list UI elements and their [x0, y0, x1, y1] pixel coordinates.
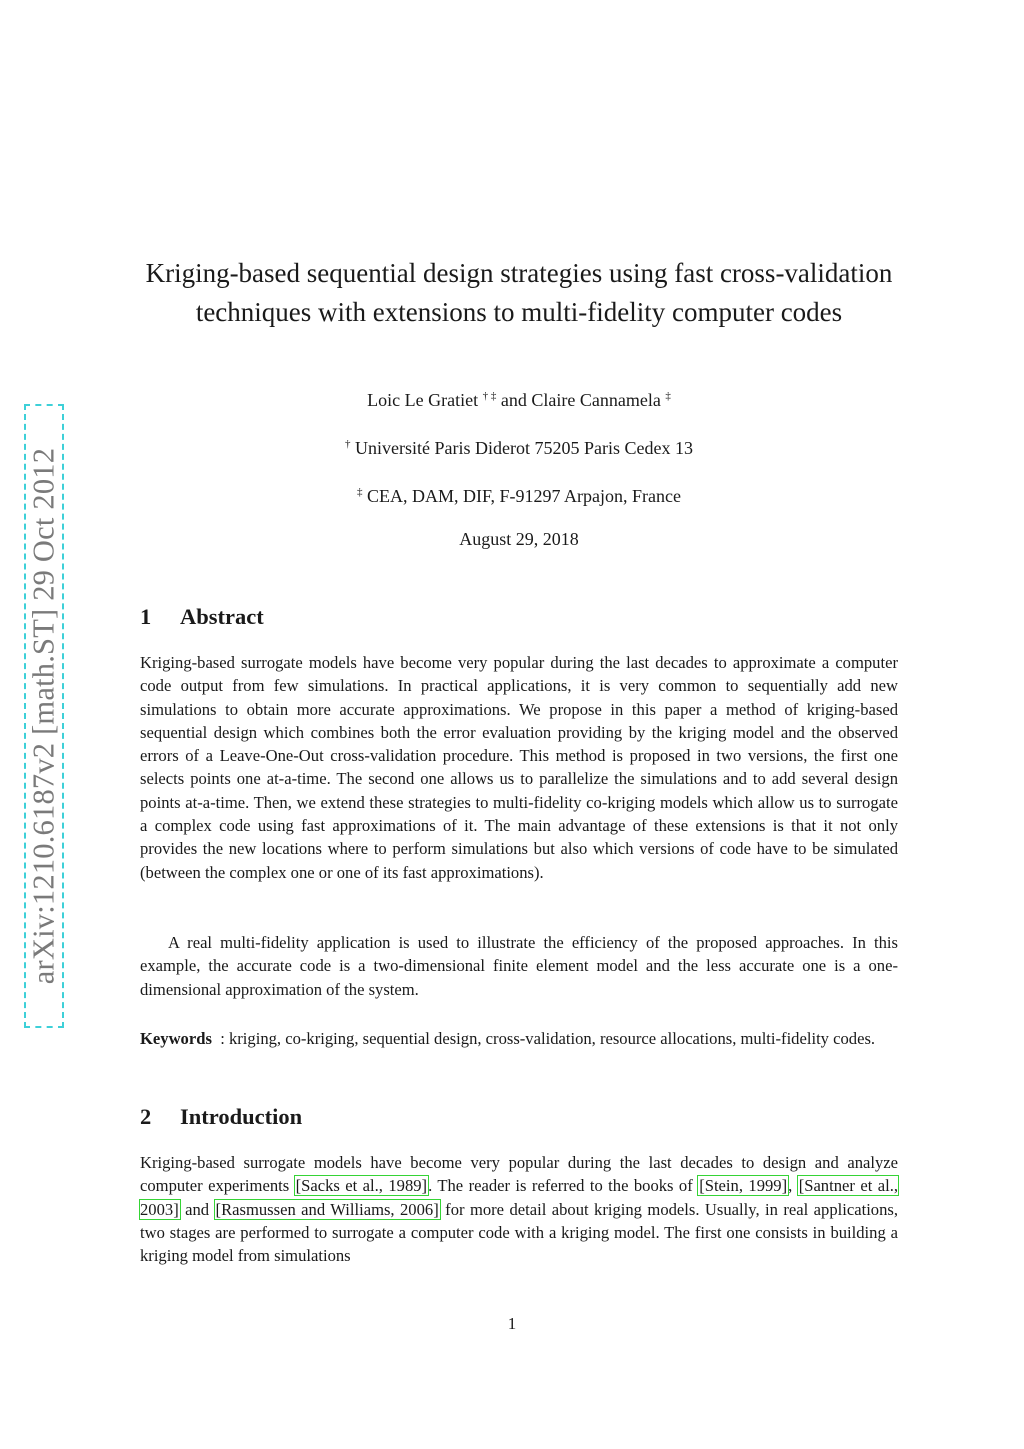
- intro-text: Kriging-based surrogate models have become very popular during the last decades to design and analyze computer experiments: [140, 1153, 898, 1196]
- abstract-paragraph-1: Kriging-based surrogate models have become very popular during the last decades to approximate a computer code output from few simulations. In practical applications, it is very common to sequentially add new simulations to obtain more accurate approximations. We propose in this paper a method of kriging-based sequential design which combines both the error evaluation providing by the kriging model and the observed errors of a Leave-One-Out cross-validation procedure. This method is proposed in two versions, the first one selects points one at-a-time. The second one allows us to parallelize the simulations and to add several design points at-a-time. Then, we extend these strategies to multi-fidelity co-kriging models which allow us to surrogate a complex code using fast approximations of it. The main advantage of these extensions is that it not only provides the new locations where to perform simulations but also which versions of code have to be simulated (between the complex one or one of its fast approximations).: [140, 653, 898, 882]
- section-number: 2: [140, 1104, 152, 1129]
- affiliation-text: Université Paris Diderot 75205 Paris Cedex 13: [355, 438, 693, 458]
- abstract-paragraph-2: A real multi-fidelity application is used to illustrate the efficiency of the proposed approaches. In this example, the accurate code is a two-dimensional finite element model and the less accurate one is a one-dimensional approximation of the system.: [140, 933, 898, 999]
- affiliation-marks: ‡: [665, 390, 671, 402]
- section-number: 1: [140, 604, 152, 629]
- author-name: Claire Cannamela: [531, 390, 661, 410]
- affiliation-line: [140, 486, 898, 507]
- affiliation-mark: ‡: [356, 486, 363, 498]
- paper-date: August 29, 2018: [459, 529, 579, 549]
- keywords-text: kriging, co-kriging, sequential design, cross-validation, resource allocations, multi-fidelity codes.: [228, 1029, 876, 1048]
- introduction-heading: [140, 1104, 302, 1130]
- intro-text: for more detail about kriging models. Usually, in real applications, two stages are performed to surrogate a computer code with a kriging model. The first one consists in building a kriging model from simulations: [140, 1199, 898, 1266]
- author-name: Loic Le Gratiet: [367, 390, 479, 410]
- section-title: Abstract: [180, 604, 264, 629]
- abstract-heading: [140, 604, 264, 630]
- keywords-separator: :: [220, 1029, 225, 1048]
- arxiv-stamp[interactable]: arXiv:1210.6187v2 [math.ST] 29 Oct 2012: [26, 447, 61, 985]
- keywords-paragraph: [140, 1027, 898, 1050]
- citation-link[interactable]: [Sacks et al., 1989]: [295, 1176, 428, 1196]
- section-title: Introduction: [180, 1104, 303, 1129]
- paper-title: Kriging-based sequential design strategies using fast cross-validation techniques with extensions to multi-fidelity computer codes: [145, 258, 893, 327]
- affiliation-mark: †: [345, 438, 351, 450]
- citation-link[interactable]: [Stein, 1999]: [699, 1176, 788, 1196]
- keywords-label: Keywords: [140, 1029, 212, 1048]
- intro-text: and: [179, 1199, 215, 1219]
- affiliation-line: [140, 438, 898, 459]
- author-line: [140, 390, 898, 411]
- affiliation-text: CEA, DAM, DIF, F-91297 Arpajon, France: [366, 486, 682, 506]
- citation-link[interactable]: [Santner et al., 2003]: [140, 1176, 898, 1219]
- introduction-paragraph: [140, 1151, 898, 1267]
- citation-link[interactable]: [Rasmussen and Williams, 2006]: [215, 1199, 439, 1219]
- page-number: 1: [507, 1314, 517, 1333]
- author-conjunction: and: [500, 390, 527, 410]
- intro-text: ,: [788, 1176, 798, 1196]
- intro-text: . The reader is referred to the books of: [428, 1176, 699, 1196]
- affiliation-marks: † ‡: [482, 390, 497, 402]
